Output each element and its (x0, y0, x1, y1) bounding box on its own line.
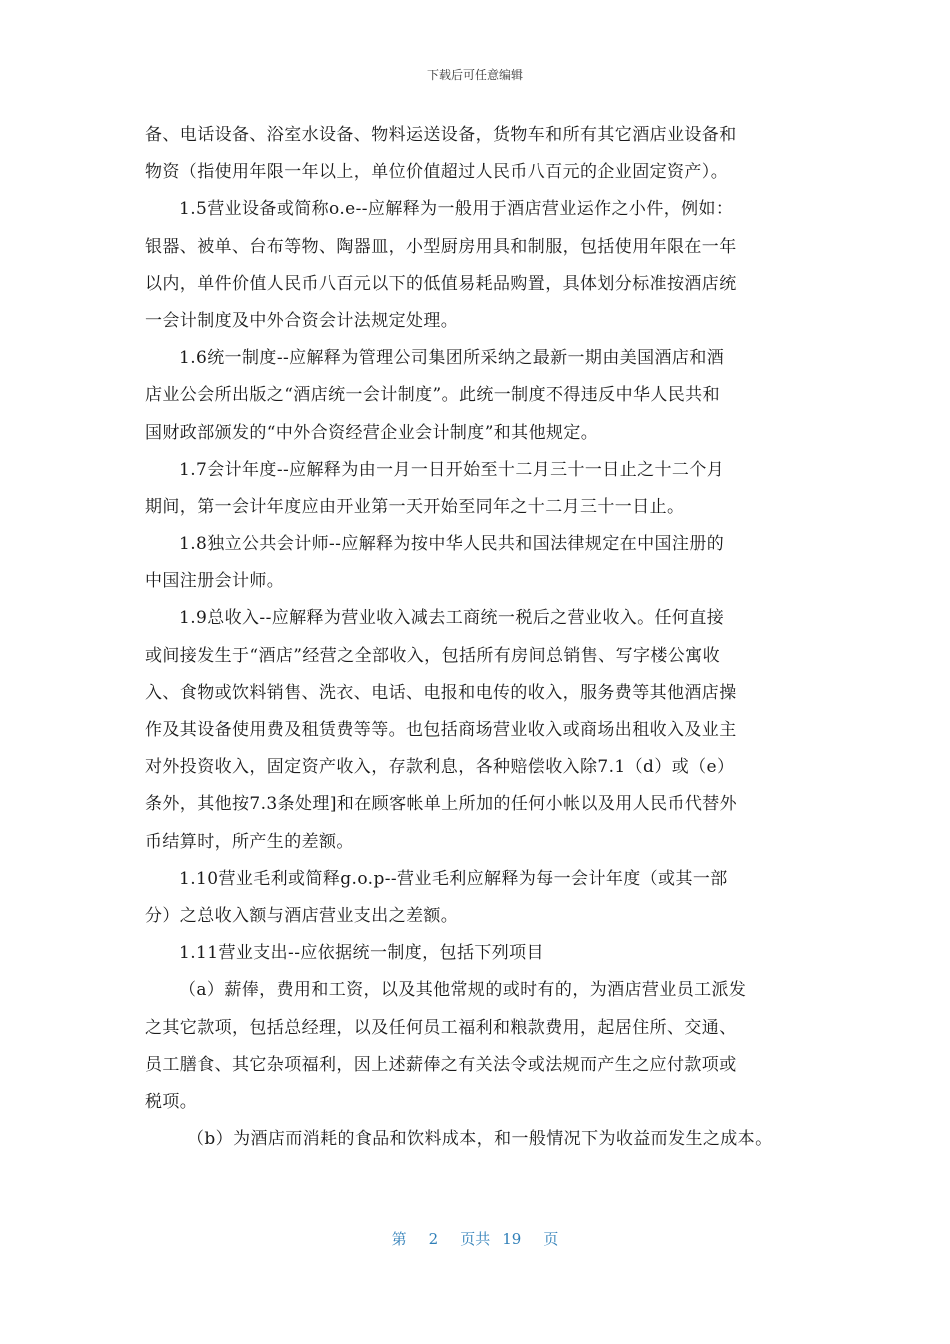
page-header: 下载后可任意编辑 (426, 68, 523, 82)
paragraph-line: 或间接发生于“酒店”经营之全部收入，包括所有房间总销售、写字楼公寓收 (145, 645, 720, 666)
paragraph-line: 1.10营业毛利或简释g.o.p--营业毛利应解释为每一会计年度（或其一部 (179, 868, 728, 889)
paragraph-line: 国财政部颁发的“中外合资经营企业会计制度”和其他规定。 (145, 422, 599, 443)
footer-middle: 页共 (460, 1230, 491, 1248)
paragraph-line: 对外投资收入，固定资产收入，存款利息，各种赔偿收入除7.1（d）或（e） (145, 757, 735, 778)
footer-prefix: 第 (391, 1230, 407, 1248)
paragraph-line: 1.7会计年度--应解释为由一月一日开始至十二月三十一日止之十二个月 (179, 459, 725, 480)
total-page-count: 19 (502, 1230, 522, 1248)
paragraph-line: 分）之总收入额与酒店营业支出之差额。 (145, 905, 459, 926)
paragraph-line: 作及其设备使用费及租赁费等等。也包括商场营业收入或商场出租收入及业主 (145, 720, 737, 740)
document-body (145, 120, 825, 1161)
footer-suffix: 页 (543, 1230, 559, 1248)
paragraph-line: 1.8独立公共会计师--应解释为按中华人民共和国法律规定在中国注册的 (179, 534, 725, 555)
paragraph-line: 物资（指使用年限一年以上，单位价值超过人民币八百元的企业固定资产）。 (145, 162, 729, 183)
paragraph-line: 备、电话设备、浴室水设备、物料运送设备，货物车和所有其它酒店业设备和 (145, 125, 737, 145)
paragraph-line: 期间，第一会计年度应由开业第一天开始至同年之十二月三十一日止。 (145, 496, 685, 517)
paragraph-line: 中国注册会计师。 (145, 571, 285, 592)
paragraph-line: 1.6统一制度--应解释为管理公司集团所采纳之最新一期由美国酒店和酒 (179, 348, 725, 369)
paragraph-line: 币结算时，所产生的差额。 (145, 831, 354, 852)
paragraph-line: 1.5营业设备或简称o.e--应解释为一般用于酒店营业运作之小件，例如： (179, 199, 734, 220)
paragraph-line: （a）薪俸，费用和工资，以及其他常规的或时有的，为酒店营业员工派发 (179, 980, 747, 1001)
paragraph-line: 入、食物或饮料销售、洗衣、电话、电报和电传的收入，服务费等其他酒店操 (145, 682, 737, 703)
current-page-number: 2 (428, 1230, 439, 1248)
paragraph-line: 1.11营业支出--应依据统一制度，包括下列项目 (179, 943, 544, 964)
paragraph-line: 银器、被单、台布等物、陶器皿，小型厨房用具和制服，包括使用年限在一年 (145, 236, 737, 257)
paragraph-line: 以内，单件价值人民币八百元以下的低值易耗品购置，具体划分标准按酒店统 (145, 273, 737, 294)
page-footer (0, 1228, 950, 1249)
paragraph-line: （b）为酒店而消耗的食品和饮料成本，和一般情况下为收益而发生之成本。 (187, 1129, 773, 1150)
paragraph-line: 条外，其他按7.3条处理]和在顾客帐单上所加的任何小帐以及用人民币代替外 (145, 794, 738, 815)
paragraph-line: 店业公会所出版之“酒店统一会计制度”。此统一制度不得违反中华人民共和 (145, 385, 720, 406)
paragraph-line: 一会计制度及中外合资会计法规定处理。 (145, 310, 459, 331)
paragraph-line: 员工膳食、其它杂项福利，因上述薪俸之有关法令或法规而产生之应付款项或 (145, 1054, 737, 1075)
paragraph-line: 1.9总收入--应解释为营业收入减去工商统一税后之营业收入。任何直接 (179, 608, 725, 629)
paragraph-line: 之其它款项，包括总经理，以及任何员工福利和粮款费用，起居住所、交通、 (145, 1017, 737, 1038)
paragraph-line: 税项。 (145, 1091, 198, 1112)
